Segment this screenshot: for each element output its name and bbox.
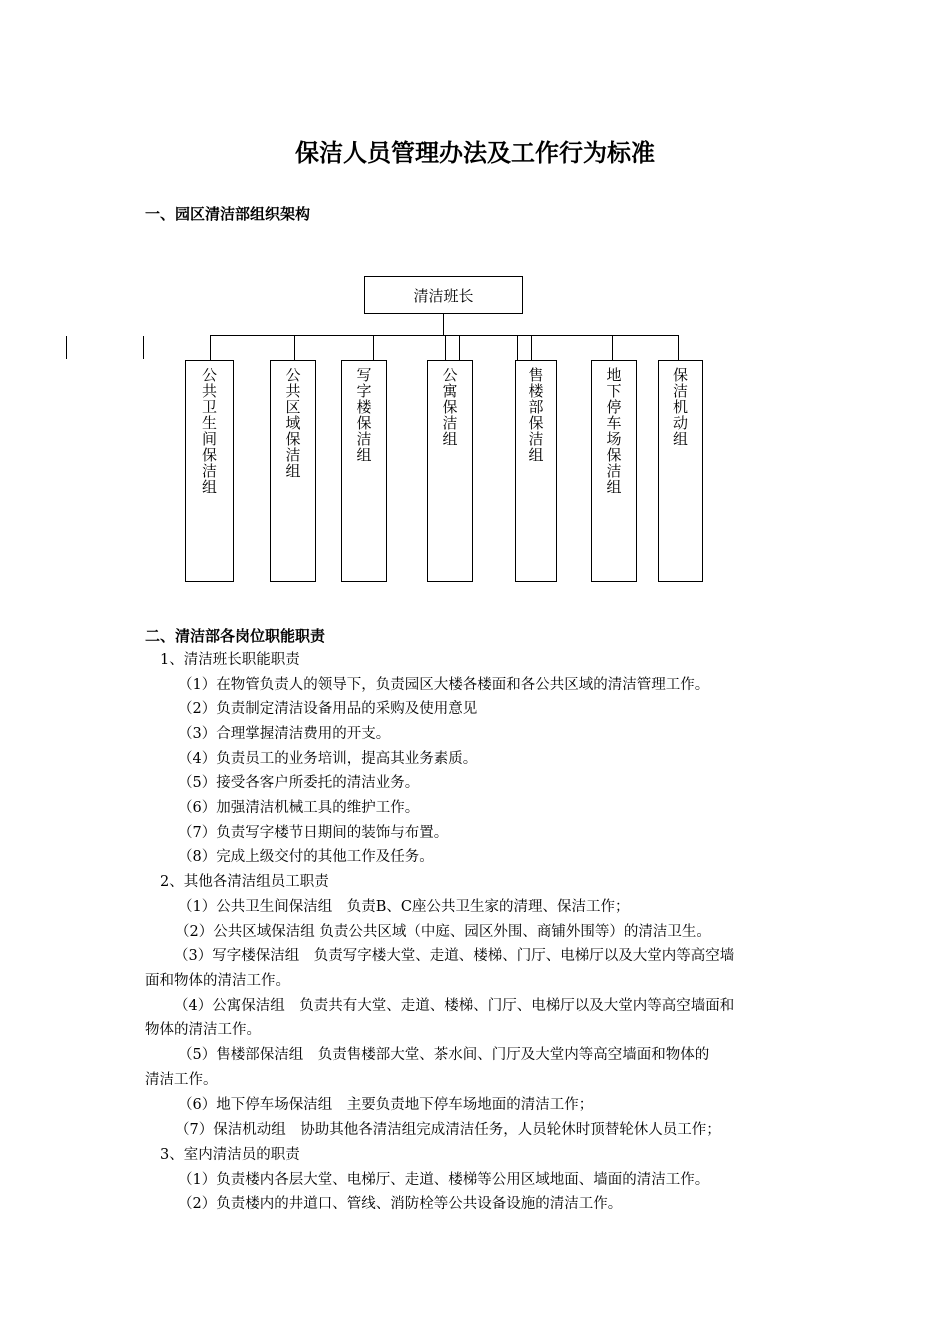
- org-chart-group-box: [591, 360, 637, 582]
- section-heading-org-structure: 一、园区清洁部组织架构: [145, 205, 311, 223]
- org-chart-group-label: 公共卫生间保洁组: [200, 367, 218, 495]
- subsection-heading: 3、室内清洁员的职责: [160, 1147, 300, 1163]
- org-chart-group-label: 公共区域保洁组: [283, 367, 302, 479]
- org-chart-group-label: 售楼部保洁组: [526, 367, 545, 463]
- duty-item: （3）写字楼保洁组 负责写字楼大堂、走道、楼梯、门厅、电梯厅以及大堂内等高空墙: [174, 948, 735, 964]
- duty-item-continuation: 面和物体的清洁工作。: [145, 973, 290, 989]
- page-title: 保洁人员管理办法及工作行为标准: [295, 139, 655, 167]
- margin-mark: [143, 336, 144, 359]
- duty-item: （7）负责写字楼节日期间的装饰与布置。: [178, 825, 449, 841]
- org-chart-drop: [459, 335, 460, 360]
- org-chart-branch-line: [210, 335, 678, 336]
- org-chart-root-connector: [443, 314, 444, 335]
- duty-item: （6）加强清洁机械工具的维护工作。: [178, 800, 420, 816]
- duty-item: （3）合理掌握清洁费用的开支。: [178, 726, 391, 742]
- duty-item: （4）负责员工的业务培训，提高其业务素质。: [178, 751, 478, 767]
- duty-item: （4）公寓保洁组 负责共有大堂、走道、楼梯、门厅、电梯厅以及大堂内等高空墙面和: [174, 998, 735, 1014]
- org-chart-drop: [517, 335, 518, 360]
- duty-item: （5）接受各客户所委托的清洁业务。: [178, 775, 420, 791]
- org-chart-group-box: [341, 360, 387, 582]
- duty-item: （2）负责楼内的井道口、管线、消防栓等公共设备设施的清洁工作。: [178, 1196, 623, 1212]
- org-chart-group-label: 公寓保洁组: [440, 367, 459, 447]
- org-chart-group-label: 地下停车场保洁组: [604, 367, 623, 495]
- duty-item-continuation: 清洁工作。: [145, 1072, 218, 1088]
- org-chart-group-box: [515, 360, 557, 582]
- duty-item: （8）完成上级交付的其他工作及任务。: [178, 849, 434, 865]
- org-chart-group-label: 保洁机动组: [671, 367, 689, 447]
- duty-item: （2）负责制定清洁设备用品的采购及使用意见: [178, 701, 478, 717]
- org-chart-drop: [531, 335, 532, 360]
- duty-item: （7）保洁机动组 协助其他各清洁组完成清洁任务，人员轮休时顶替轮休人员工作；: [175, 1122, 721, 1138]
- margin-mark: [66, 336, 67, 359]
- org-chart-group-box: [658, 360, 703, 582]
- org-chart-drop: [678, 335, 679, 360]
- org-chart-drop: [373, 335, 374, 360]
- org-chart-group-box: [270, 360, 316, 582]
- org-chart-root-box: [364, 276, 523, 314]
- org-chart-group-box: [427, 360, 473, 582]
- org-chart-drop: [294, 335, 295, 360]
- duty-item: （1）负责楼内各层大堂、电梯厅、走道、楼梯等公用区域地面、墙面的清洁工作。: [178, 1172, 710, 1188]
- subsection-heading: 2、其他各清洁组员工职责: [160, 874, 329, 890]
- org-chart-drop: [445, 335, 446, 360]
- org-chart-drop: [612, 335, 613, 360]
- subsection-heading: 1、清洁班长职能职责: [160, 652, 300, 668]
- duty-item-continuation: 物体的清洁工作。: [145, 1022, 261, 1038]
- org-chart-group-label: 写字楼保洁组: [354, 367, 373, 463]
- org-chart-group-box: [185, 360, 234, 582]
- duty-item: （5）售楼部保洁组 负责售楼部大堂、茶水间、门厅及大堂内等高空墙面和物体的: [178, 1047, 710, 1063]
- duty-item: （6）地下停车场保洁组 主要负责地下停车场地面的清洁工作；: [178, 1097, 594, 1113]
- duty-item: （1）公共卫生间保洁组 负责B、C座公共卫生家的清理、保洁工作；: [178, 899, 630, 915]
- duty-item: （1）在物管负责人的领导下，负责园区大楼各楼面和各公共区域的清洁管理工作。: [178, 677, 710, 693]
- org-chart-root-label: 清洁班长: [413, 286, 474, 305]
- org-chart-drop: [210, 335, 211, 360]
- section-heading-duties: 二、清洁部各岗位职能职责: [145, 627, 326, 645]
- duty-item: （2）公共区域保洁组 负责公共区域（中庭、园区外围、商铺外围等）的清洁卫生。: [175, 924, 711, 940]
